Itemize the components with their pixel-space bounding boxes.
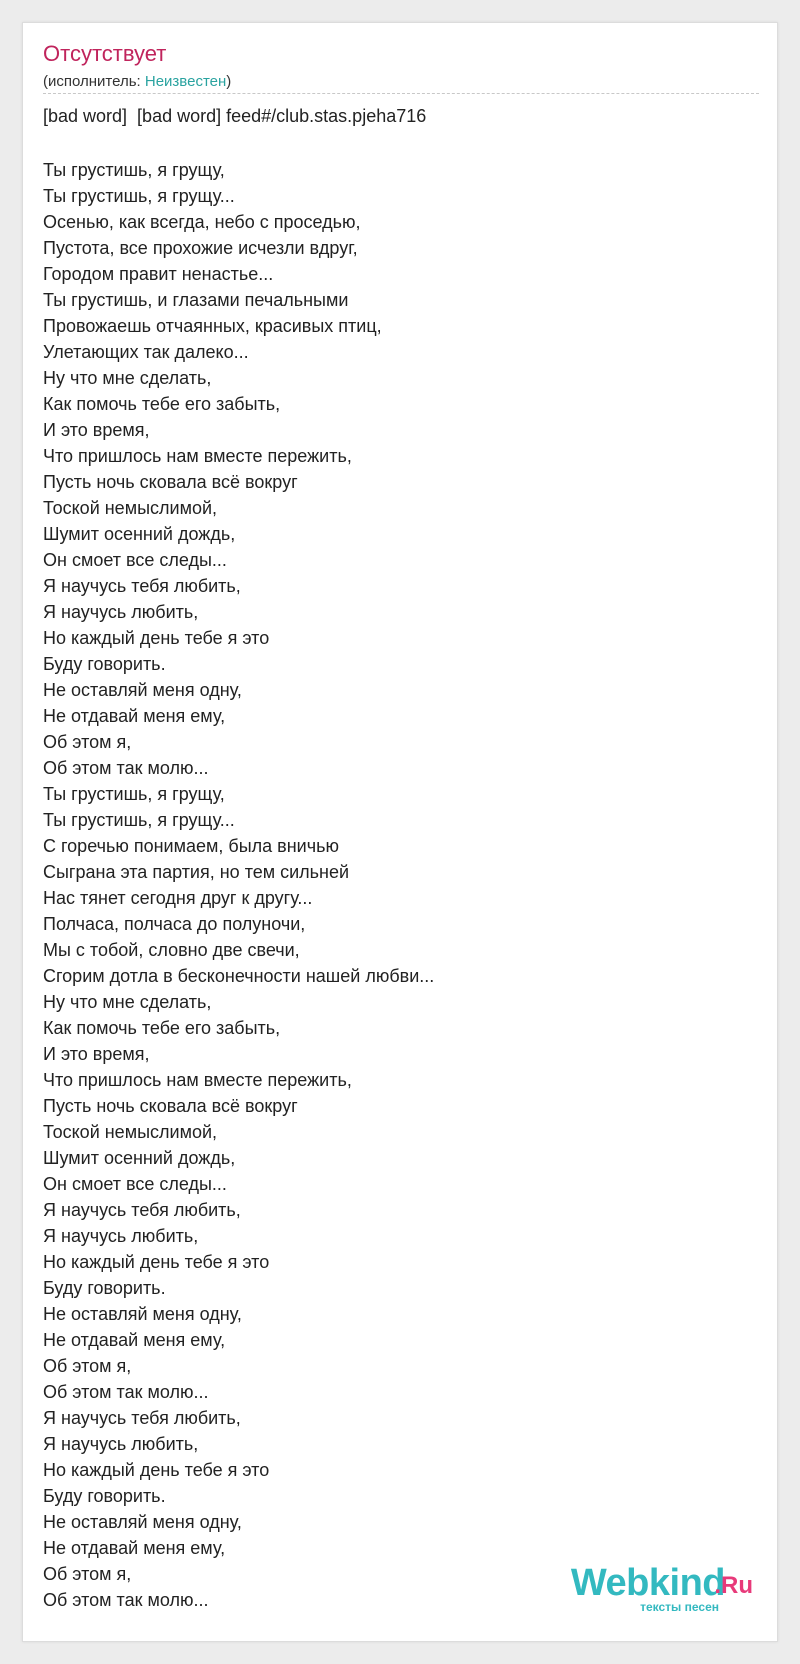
lyric-line: Тоской немыслимой,: [43, 1122, 218, 1142]
artist-line: [43, 73, 231, 91]
artist-link[interactable]: Неизвестен: [144, 73, 227, 90]
lyric-line: Ну что мне сделать,: [43, 992, 212, 1012]
lyric-line: Но каждый день тебе я это: [43, 628, 270, 648]
lyric-line: И это время,: [43, 420, 150, 440]
lyric-line: Не оставляй меня одну,: [43, 680, 242, 700]
lyric-line: Он смоет все следы...: [43, 1174, 227, 1194]
lyric-line: Пусть ночь сковала всё вокруг: [43, 472, 298, 492]
feed-line: [bad word] [bad word] feed#/club.stas.pjeha716: [43, 106, 427, 126]
lyric-line: Городом правит ненастье...: [43, 264, 274, 284]
lyric-line: Что пришлось нам вместе пережить,: [43, 446, 352, 466]
lyric-line: Не отдавай меня ему,: [43, 1538, 226, 1558]
lyric-line: Нас тянет сегодня друг к другу...: [43, 888, 313, 908]
lyric-line: Я научусь любить,: [43, 1226, 199, 1246]
lyric-line: Сыграна эта партия, но тем сильней: [43, 862, 350, 882]
lyric-line: Я научусь тебя любить,: [43, 1200, 241, 1220]
lyric-line: Я научусь тебя любить,: [43, 1408, 241, 1428]
lyric-line: Об этом так молю...: [43, 758, 209, 778]
lyric-line: Пусть ночь сковала всё вокруг: [43, 1096, 298, 1116]
lyric-line: Об этом я,: [43, 1356, 132, 1376]
lyric-line: Ты грустишь, я грущу,: [43, 784, 225, 804]
logo-tld: .Ru: [714, 1572, 753, 1599]
lyric-line: Шумит осенний дождь,: [43, 1148, 236, 1168]
lyric-line: Как помочь тебе его забыть,: [43, 394, 281, 414]
lyric-line: Но каждый день тебе я это: [43, 1252, 270, 1272]
lyric-line: Ты грустишь, и глазами печальными: [43, 290, 349, 310]
lyric-line: Полчаса, полчаса до полуночи,: [43, 914, 306, 934]
lyric-line: Пустота, все прохожие исчезли вдруг,: [43, 238, 358, 258]
lyric-line: Я научусь тебя любить,: [43, 576, 241, 596]
lyric-line: Мы с тобой, словно две свечи,: [43, 940, 300, 960]
lyric-line: Об этом я,: [43, 732, 132, 752]
lyric-line: Ну что мне сделать,: [43, 368, 212, 388]
song-title: Отсутствует: [43, 41, 167, 66]
lyric-line: Он смоет все следы...: [43, 550, 227, 570]
lyric-line: Не оставляй меня одну,: [43, 1512, 242, 1532]
artist-prefix: (исполнитель:: [43, 73, 145, 90]
artist-suffix: ): [226, 73, 232, 90]
logo-wordmark: Webkind: [570, 1562, 725, 1604]
lyric-line: Об этом так молю...: [43, 1590, 209, 1610]
lyric-line: Но каждый день тебе я это: [43, 1460, 270, 1480]
lyrics-list: [43, 157, 434, 1613]
lyric-line: Провожаешь отчаянных, красивых птиц,: [43, 316, 382, 336]
lyric-line: Об этом так молю...: [43, 1382, 209, 1402]
lyric-line: Улетающих так далеко...: [43, 342, 249, 362]
lyric-line: Я научусь любить,: [43, 602, 199, 622]
lyric-line: Не отдавай меня ему,: [43, 1330, 226, 1350]
lyric-line: Шумит осенний дождь,: [43, 524, 236, 544]
lyric-line: Буду говорить.: [43, 1486, 166, 1506]
lyric-line: Буду говорить.: [43, 1278, 166, 1298]
lyric-line: Что пришлось нам вместе пережить,: [43, 1070, 352, 1090]
webkind-logo[interactable]: [553, 1563, 753, 1613]
lyric-line: Об этом я,: [43, 1564, 132, 1584]
lyric-line: Не отдавай меня ему,: [43, 706, 226, 726]
lyric-line: Ты грустишь, я грущу...: [43, 810, 235, 830]
logo-tagline: тексты песен: [640, 1600, 719, 1614]
lyric-line: Осенью, как всегда, небо с проседью,: [43, 212, 361, 232]
lyric-line: Не оставляй меня одну,: [43, 1304, 242, 1324]
lyric-line: Ты грустишь, я грущу...: [43, 186, 235, 206]
lyric-line: Я научусь любить,: [43, 1434, 199, 1454]
lyric-line: Ты грустишь, я грущу,: [43, 160, 225, 180]
lyric-line: С горечью понимаем, была вничью: [43, 836, 339, 856]
lyric-line: Сгорим дотла в бесконечности нашей любви...: [43, 966, 435, 986]
lyric-line: Тоской немыслимой,: [43, 498, 218, 518]
lyric-line: Как помочь тебе его забыть,: [43, 1018, 281, 1038]
lyric-line: Буду говорить.: [43, 654, 166, 674]
lyric-line: И это время,: [43, 1044, 150, 1064]
lyrics-card: [22, 22, 778, 1642]
header-divider: [43, 93, 759, 94]
